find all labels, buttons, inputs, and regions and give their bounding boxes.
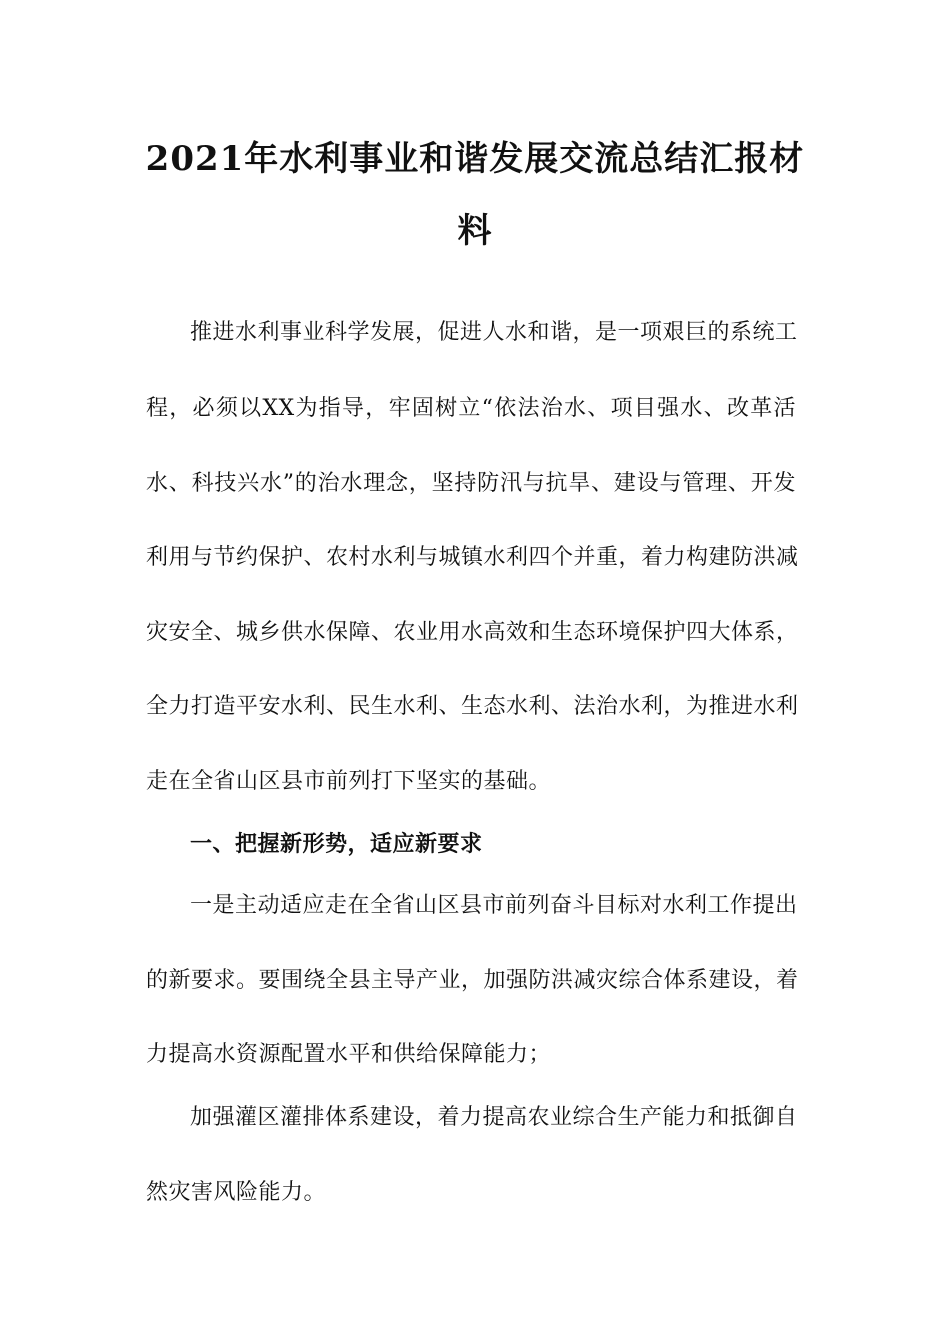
section-1-heading: 一、把握新形势，适应新要求 [190, 831, 483, 857]
paragraph-1-line-1: 推进水利事业科学发展，促进人水和谐，是一项艰巨的系统工 [190, 320, 798, 345]
paragraph-1-line-3: 水、科技兴水”的治水理念，坚持防汛与抗旱、建设与管理、开发 [146, 471, 796, 496]
document-title-line-1: 2021年水利事业和谐发展交流总结汇报材 [145, 139, 805, 179]
paragraph-1-line-4: 利用与节约保护、农村水利与城镇水利四个并重，着力构建防洪减 [146, 545, 799, 570]
paragraph-1-line-5: 灾安全、城乡供水保障、农业用水高效和生态环境保护四大体系， [146, 620, 799, 645]
document-title-line-2: 料 [457, 211, 493, 251]
paragraph-2-line-3: 力提高水资源配置水平和供给保障能力； [146, 1042, 552, 1067]
paragraph-1-line-6: 全力打造平安水利、民生水利、生态水利、法治水利，为推进水利 [146, 694, 799, 719]
paragraph-1-line-2: 程，必须以XX为指导，牢固树立“依法治水、项目强水、改革活 [146, 396, 796, 421]
paragraph-1-line-7: 走在全省山区县市前列打下坚实的基础。 [146, 769, 552, 794]
paragraph-3-line-1: 加强灌区灌排体系建设，着力提高农业综合生产能力和抵御自 [190, 1105, 798, 1130]
paragraph-2-line-2: 的新要求。要围绕全县主导产业，加强防洪减灾综合体系建设，着 [146, 968, 799, 993]
paragraph-2-line-1: 一是主动适应走在全省山区县市前列奋斗目标对水利工作提出 [190, 893, 798, 918]
paragraph-3-line-2: 然灾害风险能力。 [146, 1180, 327, 1205]
